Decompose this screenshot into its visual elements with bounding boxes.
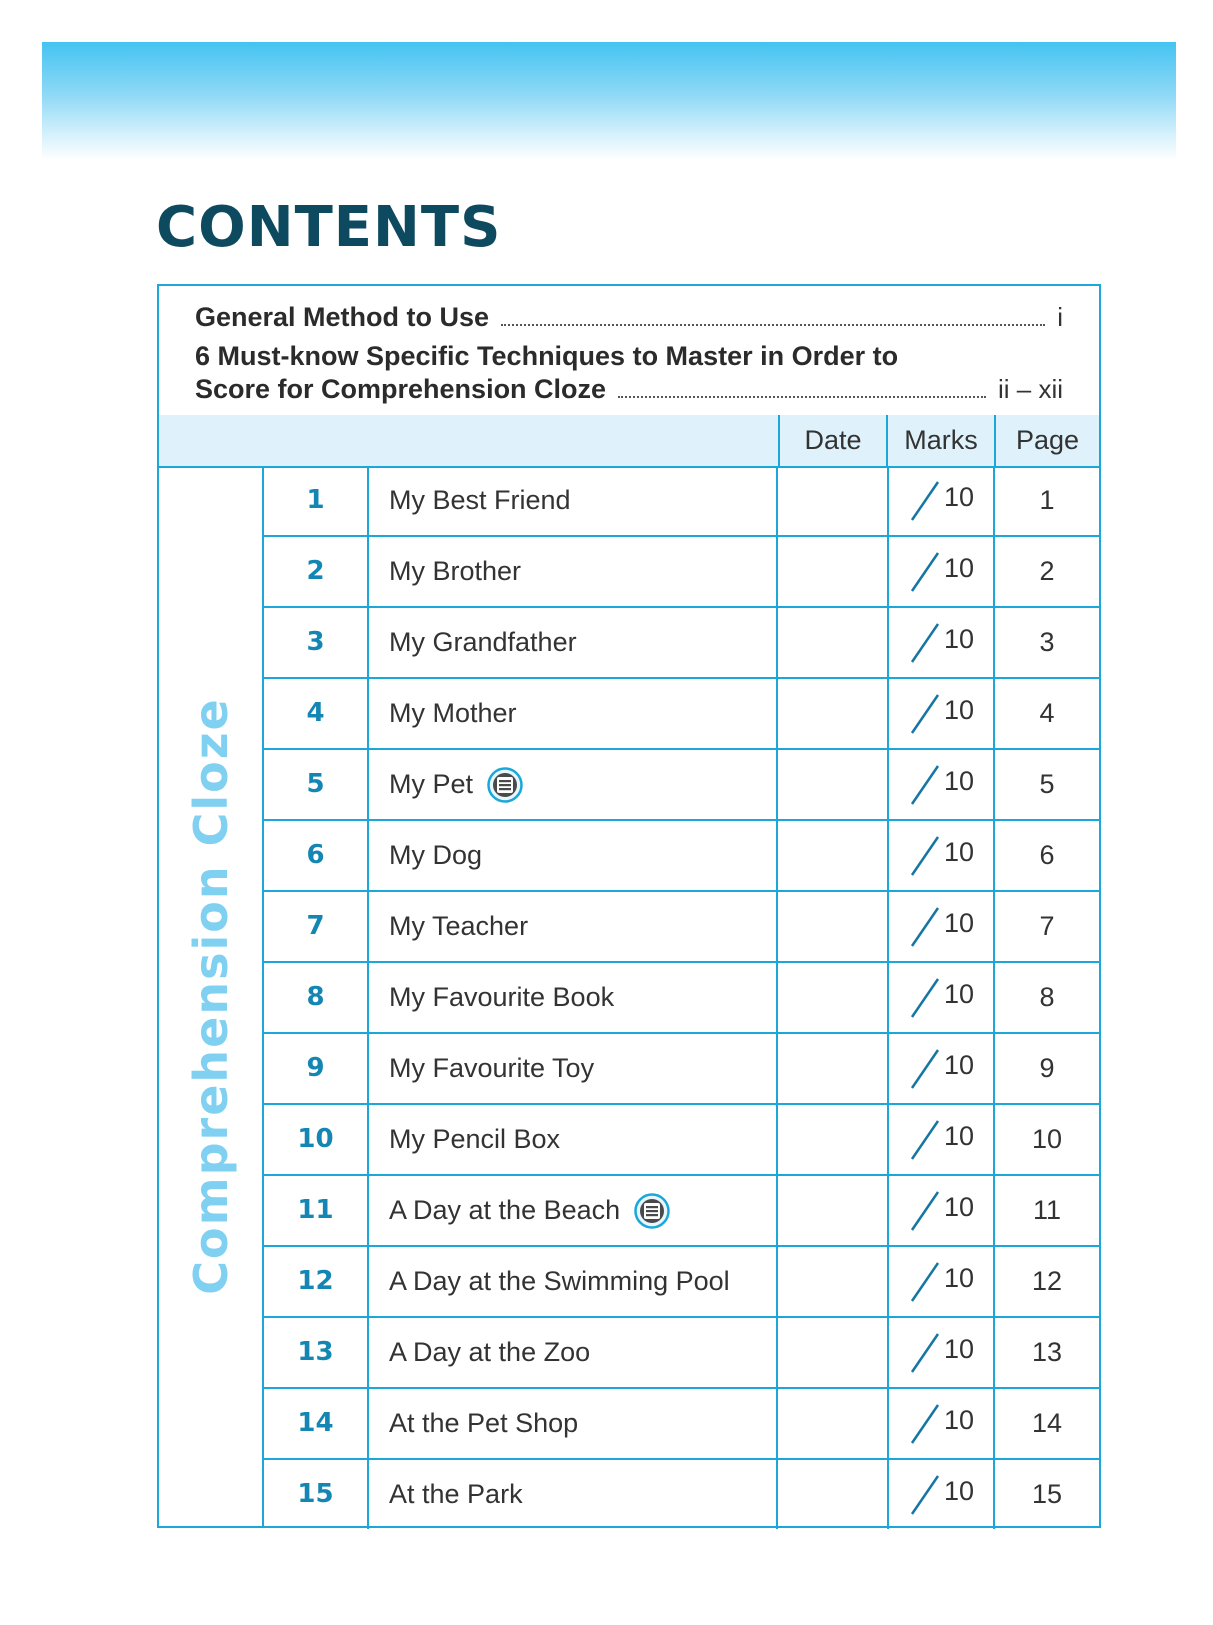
unit-number: 8: [264, 963, 369, 1032]
marks-denominator: 10: [944, 979, 975, 1009]
unit-title-cell: [369, 750, 778, 819]
intro-line-page: i: [1057, 302, 1063, 332]
table-row[interactable]: [264, 1105, 1099, 1176]
fraction-slash-icon: [908, 1474, 942, 1516]
exam-badge-icon: [634, 1193, 670, 1229]
marks-denominator: 10: [944, 1050, 975, 1080]
fraction-slash-icon: [908, 693, 942, 735]
date-cell[interactable]: [778, 1034, 889, 1103]
marks-cell[interactable]: [889, 963, 995, 1032]
date-cell[interactable]: [778, 679, 889, 748]
unit-number: 2: [264, 537, 369, 606]
marks-fraction: [906, 1318, 976, 1387]
marks-fraction: [906, 466, 976, 535]
date-cell[interactable]: [778, 537, 889, 606]
unit-title-cell: [369, 1176, 778, 1245]
marks-fraction: [906, 1247, 976, 1316]
unit-number: 5: [264, 750, 369, 819]
marks-cell[interactable]: [889, 1247, 995, 1316]
marks-cell[interactable]: [889, 1176, 995, 1245]
marks-denominator: 10: [944, 695, 975, 725]
page-number: 7: [1039, 911, 1055, 941]
unit-title: A Day at the Zoo: [389, 1337, 591, 1367]
unit-title-cell: [369, 1034, 778, 1103]
unit-title: My Pet: [389, 769, 474, 799]
fraction-slash-icon: [908, 835, 942, 877]
marks-cell[interactable]: [889, 679, 995, 748]
marks-cell[interactable]: [889, 1318, 995, 1387]
unit-title: My Grandfather: [389, 627, 577, 657]
marks-fraction: [906, 821, 976, 890]
unit-title: My Best Friend: [389, 485, 571, 515]
marks-fraction: [906, 1034, 976, 1103]
marks-denominator: 10: [944, 1476, 975, 1506]
marks-cell[interactable]: [889, 466, 995, 535]
date-cell[interactable]: [778, 1176, 889, 1245]
unit-number: 9: [264, 1034, 369, 1103]
dot-leader: [501, 324, 1045, 326]
date-cell[interactable]: [778, 1389, 889, 1458]
unit-number: 13: [264, 1318, 369, 1387]
page-number: 11: [1032, 1195, 1062, 1225]
table-row[interactable]: [264, 537, 1099, 608]
fraction-slash-icon: [908, 1332, 942, 1374]
marks-denominator: 10: [944, 1121, 975, 1151]
unit-title: My Pencil Box: [389, 1124, 561, 1154]
fraction-slash-icon: [908, 1119, 942, 1161]
marks-cell[interactable]: [889, 537, 995, 606]
fraction-slash-icon: [908, 622, 942, 664]
page-number: 14: [1031, 1408, 1063, 1438]
page-number: 9: [1039, 1053, 1055, 1083]
date-cell[interactable]: [778, 1318, 889, 1387]
date-cell[interactable]: [778, 963, 889, 1032]
marks-denominator: 10: [944, 624, 975, 654]
page-title: CONTENTS: [156, 195, 502, 260]
intro-line-text: General Method to Use: [195, 302, 490, 332]
page-number: 12: [1031, 1266, 1063, 1296]
page-number: 5: [1039, 769, 1055, 799]
unit-number: 15: [264, 1460, 369, 1529]
unit-title-cell: [369, 608, 778, 677]
intro-line-techniques[interactable]: [195, 374, 1063, 405]
unit-number: 11: [264, 1176, 369, 1245]
unit-number: 7: [264, 892, 369, 961]
marks-fraction: [906, 1460, 976, 1529]
marks-denominator: 10: [944, 766, 975, 796]
date-cell[interactable]: [778, 1460, 889, 1529]
marks-denominator: 10: [944, 1263, 975, 1293]
marks-denominator: 10: [944, 1192, 975, 1222]
marks-fraction: [906, 608, 976, 677]
page-number: 10: [1031, 1124, 1063, 1154]
unit-title: My Brother: [389, 556, 522, 586]
section-label-column: [159, 466, 264, 1526]
table-row[interactable]: [264, 1460, 1099, 1531]
contents-table: [157, 284, 1101, 1528]
table-row[interactable]: [264, 1389, 1099, 1460]
unit-title-cell: [369, 1247, 778, 1316]
table-row[interactable]: [264, 608, 1099, 679]
unit-title: At the Pet Shop: [389, 1408, 579, 1438]
page-number: 13: [1031, 1337, 1063, 1367]
unit-title-cell: [369, 537, 778, 606]
unit-title: At the Park: [389, 1479, 523, 1509]
table-row[interactable]: [264, 892, 1099, 963]
marks-fraction: [906, 679, 976, 748]
marks-cell[interactable]: [889, 821, 995, 890]
unit-number: 4: [264, 679, 369, 748]
date-cell[interactable]: [778, 750, 889, 819]
fraction-slash-icon: [908, 906, 942, 948]
date-cell[interactable]: [778, 466, 889, 535]
marks-fraction: [906, 537, 976, 606]
intro-line-techniques-part1: 6 Must-know Specific Techniques to Master in Order to: [195, 341, 899, 371]
date-cell[interactable]: [778, 892, 889, 961]
unit-number: 1: [264, 466, 369, 535]
date-cell[interactable]: [778, 608, 889, 677]
table-row[interactable]: [264, 679, 1099, 750]
marks-denominator: 10: [944, 482, 975, 512]
unit-title: A Day at the Swimming Pool: [389, 1266, 730, 1296]
page-number: 15: [1031, 1479, 1063, 1509]
page-number: 2: [1039, 556, 1055, 586]
unit-number: 14: [264, 1389, 369, 1458]
unit-title-cell: [369, 1318, 778, 1387]
top-gradient-band: [42, 42, 1176, 160]
unit-title: A Day at the Beach: [389, 1195, 621, 1225]
unit-number: 3: [264, 608, 369, 677]
marks-denominator: 10: [944, 553, 975, 583]
marks-denominator: 10: [944, 837, 975, 867]
unit-title-cell: [369, 892, 778, 961]
unit-title: My Teacher: [389, 911, 529, 941]
table-row[interactable]: [264, 963, 1099, 1034]
page-number: 6: [1039, 840, 1055, 870]
table-row[interactable]: [264, 821, 1099, 892]
marks-cell[interactable]: [889, 1034, 995, 1103]
marks-cell[interactable]: [889, 1460, 995, 1529]
page-number: 8: [1039, 982, 1055, 1012]
fraction-slash-icon: [908, 1048, 942, 1090]
fraction-slash-icon: [908, 977, 942, 1019]
fraction-slash-icon: [908, 1261, 942, 1303]
unit-title-cell: [369, 466, 778, 535]
header-date: Date: [778, 415, 886, 466]
marks-fraction: [906, 1105, 976, 1174]
date-cell[interactable]: [778, 821, 889, 890]
intro-line-text: Score for Comprehension Cloze: [195, 374, 607, 404]
marks-fraction: [906, 1176, 976, 1245]
page-number: 1: [1039, 485, 1055, 515]
marks-cell[interactable]: [889, 892, 995, 961]
unit-title-cell: [369, 1460, 778, 1529]
table-row[interactable]: [264, 466, 1099, 537]
intro-line-general-method[interactable]: [195, 302, 1063, 333]
unit-number: 12: [264, 1247, 369, 1316]
marks-fraction: [906, 1389, 976, 1458]
date-cell[interactable]: [778, 1247, 889, 1316]
unit-title-cell: [369, 1389, 778, 1458]
unit-title-cell: [369, 821, 778, 890]
fraction-slash-icon: [908, 1190, 942, 1232]
table-row[interactable]: [264, 750, 1099, 821]
unit-title-cell: [369, 1105, 778, 1174]
marks-cell[interactable]: [889, 1105, 995, 1174]
marks-denominator: 10: [944, 908, 975, 938]
table-row[interactable]: [264, 1176, 1099, 1247]
fraction-slash-icon: [908, 480, 942, 522]
unit-title-cell: [369, 963, 778, 1032]
unit-title: My Favourite Toy: [389, 1053, 595, 1083]
table-row[interactable]: [264, 1318, 1099, 1389]
marks-cell[interactable]: [889, 1389, 995, 1458]
intro-line-page: ii – xii: [997, 374, 1063, 404]
marks-cell[interactable]: [889, 750, 995, 819]
table-body: [264, 466, 1099, 1531]
header-page: Page: [994, 415, 1099, 466]
unit-title: My Dog: [389, 840, 483, 870]
intro-section: [159, 286, 1099, 417]
exam-badge-icon: [487, 767, 523, 803]
table-row[interactable]: [264, 1034, 1099, 1105]
header-marks: Marks: [886, 415, 994, 466]
marks-fraction: [906, 892, 976, 961]
marks-cell[interactable]: [889, 608, 995, 677]
fraction-slash-icon: [908, 764, 942, 806]
unit-title: My Mother: [389, 698, 517, 728]
unit-title-cell: [369, 679, 778, 748]
table-header: [159, 415, 1099, 468]
date-cell[interactable]: [778, 1105, 889, 1174]
page-number: 3: [1039, 627, 1055, 657]
table-row[interactable]: [264, 1247, 1099, 1318]
marks-denominator: 10: [944, 1334, 975, 1364]
fraction-slash-icon: [908, 551, 942, 593]
unit-number: 6: [264, 821, 369, 890]
unit-title: My Favourite Book: [389, 982, 615, 1012]
page-number: 4: [1039, 698, 1055, 728]
marks-fraction: [906, 750, 976, 819]
fraction-slash-icon: [908, 1403, 942, 1445]
dot-leader: [618, 396, 986, 398]
marks-fraction: [906, 963, 976, 1032]
marks-denominator: 10: [944, 1405, 975, 1435]
unit-number: 10: [264, 1105, 369, 1174]
section-label: Comprehension Cloze: [184, 697, 238, 1295]
